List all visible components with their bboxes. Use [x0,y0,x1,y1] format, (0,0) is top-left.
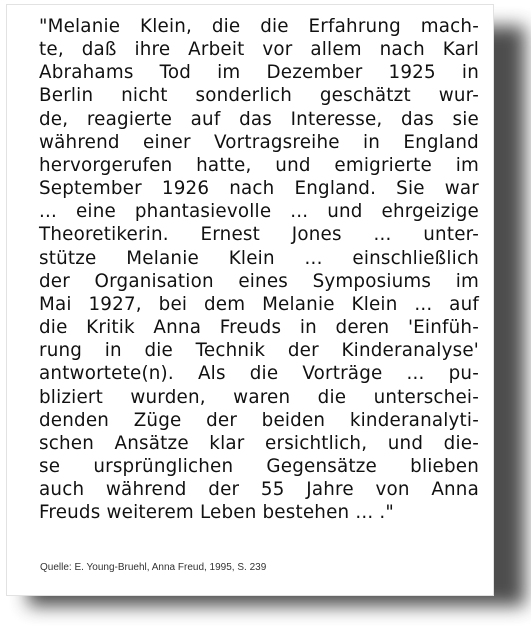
quote-line: de, reagierte auf das Interesse, das sie [39,108,479,130]
quote-card [6,4,494,596]
quote-line: schen Ansätze klar ersichtlich, und die- [39,432,479,454]
quote-line: Abrahams Tod im Dezember 1925 in [39,62,479,84]
quote-line: bliziert wurden, waren die unterschei- [39,386,479,408]
quote-line: Mai 1927, bei dem Melanie Klein ... auf [39,293,479,315]
quote-line: die Kritik Anna Freuds in deren 'Einfüh- [39,317,479,339]
quote-line: denden Züge der beiden kinderanalyti- [39,409,479,431]
quote-line: der Organisation eines Symposiums im [39,270,479,292]
quote-line: Freuds weiterem Leben bestehen ... ." [39,502,394,524]
quote-line: Theoretikerin. Ernest Jones ... unter- [39,224,479,246]
quote-line: ... eine phantasievolle ... und ehrgeizige [39,201,479,223]
quote-line: "Melanie Klein, die die Erfahrung mach- [39,16,479,37]
quote-line: hervorgerufen hatte, und emigrierte im [39,154,479,176]
quote-text [39,15,479,524]
quote-line: antwortete(n). Als die Vorträge ... pu- [39,363,479,385]
quote-line: rung in die Technik der Kinderanalyse' [39,340,479,362]
source-citation: Quelle: E. Young-Bruehl, Anna Freud, 1995, S. 239 [40,562,267,573]
quote-line: te, daß ihre Arbeit vor allem nach Karl [39,39,479,61]
quote-line: se ursprünglichen Gegensätze blieben [39,455,479,477]
quote-line: September 1926 nach England. Sie war [39,178,479,200]
quote-line: auch während der 55 Jahre von Anna [39,479,479,501]
quote-line: stütze Melanie Klein ... einschließlich [39,247,479,269]
quote-line: während einer Vortragsreihe in England [39,131,479,153]
quote-line: Berlin nicht sonderlich geschätzt wur- [39,85,479,107]
